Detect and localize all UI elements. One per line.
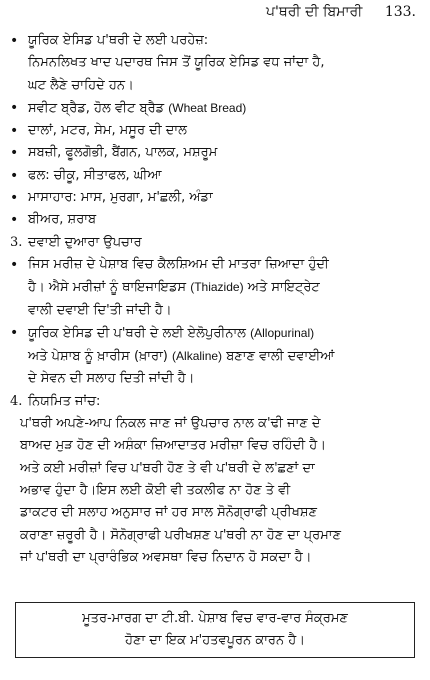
running-title: ਪ'ਥਰੀ ਦੀ ਬਿਮਾਰੀ	[265, 4, 363, 20]
bullet-icon: •	[10, 190, 19, 207]
diet-item-text: ਬੀਅਰ, ਸ਼ਰਾਬ	[28, 212, 97, 228]
paragraph-line: ਪ'ਥਰੀ ਅਪਣੇ-ਆਪ ਨਿਕਲ ਜਾਣ ਜਾਂ ਉਪਚਾਰ ਨਾਲ ਕ'ਢੀ ਜਾਣ ਦੇ	[20, 416, 321, 432]
section-4-body	[10, 413, 418, 569]
note-line: ਮੂਤਰ-ਮਾਰਗ ਦਾ ਟੀ.ਬੀ. ਪੇਸ਼ਾਬ ਵਿਚ ਵਾਰ-ਵਾਰ ਸੰਕ੍ਰਮਣ	[82, 611, 348, 626]
section-3-heading	[10, 232, 418, 254]
diet-item-latin: (Wheat Bread)	[168, 100, 247, 115]
diet-item-text: ਮਾਸਾਹਾਰ: ਮਾਸ, ਮੁਰਗਾ, ਮ'ਛਲੀ, ਅੰਡਾ	[28, 190, 213, 206]
diet-item-pulses	[10, 120, 418, 142]
section-number: 3.	[10, 234, 23, 250]
bullet-icon: •	[10, 256, 19, 273]
page-number: 133.	[384, 4, 416, 20]
page-content	[10, 30, 418, 569]
diet-item-heading: ਯੂਰਿਕ ਏਸਿਡ ਪ'ਥਰੀ ਦੇ ਲਈ ਪਰਹੇਜ਼:	[28, 33, 209, 48]
diet-item-text: ਘਟ ਲੈਣੇ ਚਾਹਿਦੇ ਹਨ।	[28, 77, 134, 93]
paragraph-line	[28, 322, 418, 345]
bullet-icon: •	[10, 167, 19, 184]
text-run: ਹੈ। ਐਸੇ ਮਰੀਜ਼ਾਂ ਨੂੰ ਥਾਇਜਾਇਡਸ	[28, 280, 187, 296]
diet-item-vegetables	[10, 142, 418, 164]
paragraph-line: ਕਰਾਣਾ ਜ਼ਰੂਰੀ ਹੈ। ਸੋਨੋਗ੍ਰਾਫੀ ਪਰੀਖਸ਼ਣ ਪ'ਥਰੀ ਨਾ ਹੋਣ ਦਾ ਪ੍ਰਮਾਣ	[20, 527, 341, 543]
note-line: ਹੋਣਾ ਦਾ ਇਕ ਮ'ਹਤਵਪੂਰਨ ਕਾਰਨ ਹੈ।	[125, 633, 305, 648]
paragraph-line: ਦੇ ਸੇਵਨ ਦੀ ਸਲਾਹ ਦਿਤੀ ਜਾਂਦੀ ਹੈ।	[28, 371, 195, 387]
diet-item-bread	[10, 97, 418, 120]
paragraph-line: ਅਭਾਵ ਹੁੰਦਾ ਹੈ।ਇਸ ਲਈ ਕੋਈ ਵੀ ਤਕਲੀਫ ਨਾ ਹੋਣ ਤੇ ਵੀ	[20, 482, 291, 498]
diet-item-text: ਸਬਜ਼ੀ, ਫੂਲਗੋਭੀ, ਬੈਂਗਨ, ਪਾਲਕ, ਮਸ਼ਰੂਮ	[28, 145, 218, 161]
latin-term: (Thiazide)	[190, 280, 244, 295]
paragraph-line: ਡਾਕਟਰ ਦੀ ਸਲਾਹ ਅਨੁਸਾਰ ਜਾਂ ਹਰ ਸਾਲ ਸੋਨੋਗ੍ਰਾਫੀ ਪ੍ਰੀਖਸ਼ਣ	[20, 505, 317, 521]
note-box	[15, 602, 415, 658]
diet-item-text: ਨਿਮਨਲਿਖਤ ਖਾਦ ਪਦਾਰਥ ਜਿਸ ਤੋਂ ਯੂਰਿਕ ਏਸਿਡ ਵਧ ਜਾਂਦਾ ਹੈ,	[28, 55, 325, 71]
diet-item-non-veg	[10, 187, 418, 209]
text-run: ਬਣਾਣ ਵਾਲੀ ਦਵਾਈਆਂ	[226, 349, 335, 365]
paragraph-line: ਬਾਅਦ ਮੁੜ ਹੋਣ ਦੀ ਅਸ਼ੰਕਾ ਜ਼ਿਆਦਾਤਰ ਮਰੀਜ਼ਾ ਵਿਚ ਰਹਿੰਦੀ ਹੈ।	[20, 438, 327, 454]
bullet-icon: •	[10, 324, 19, 341]
diet-item-text: ਸਵੀਟ ਬ੍ਰੈਡ, ਹੋਲ ਵੀਟ ਬ੍ਰੈਡ	[28, 100, 165, 116]
page-header	[266, 4, 416, 20]
paragraph-line: ਅਤੇ ਕਈ ਮਰੀਜ਼ਾਂ ਵਿਚ ਪ'ਥਰੀ ਹੋਣ ਤੇ ਵੀ ਪ'ਥਰੀ ਦੇ ਲ'ਛਣਾਂ ਦਾ	[20, 460, 315, 476]
paragraph-line: ਜਾਂ ਪ'ਥਰੀ ਦਾ ਪ੍ਰਾਰੰਭਿਕ ਅਵਸਥਾ ਵਿਚ ਨਿਦਾਨ ਹੋ ਸਕਦਾ ਹੈ।	[20, 549, 312, 565]
text-run: ਅਤੇ ਸਾਇਟ੍ਰੇਟ	[247, 280, 320, 296]
bullet-icon: •	[10, 33, 19, 49]
bullet-icon: •	[10, 212, 19, 229]
diet-item-fruits	[10, 165, 418, 187]
diet-item-alcohol	[10, 209, 418, 231]
diet-item-text: ਦਾਲਾਂ, ਮਟਰ, ਸੇਮ, ਮਸੂਰ ਦੀ ਦਾਲ	[28, 123, 187, 139]
section-title: ਦਵਾਈ ਦੁਆਰਾ ਉਪਚਾਰ	[28, 234, 142, 250]
bullet-icon: •	[10, 145, 19, 162]
paragraph-line	[28, 345, 418, 368]
section-number: 4.	[10, 393, 23, 409]
text-run: ਅਤੇ ਪੇਸ਼ਾਬ ਨੂੰ ਖ਼ਾਰੀਸ (ਖ਼ਾਰਾ)	[28, 349, 168, 365]
diet-item-uric-acid	[10, 30, 418, 97]
paragraph-line	[28, 276, 418, 299]
text-run: ਯੂਰਿਕ ਏਸਿਡ ਦੀ ਪ'ਥਰੀ ਦੇ ਲਈ ਏਲੋਪੁਰੀਨਾਲ	[28, 325, 246, 341]
section-title: ਨਿਯਮਿਤ ਜਾਂਚ:	[28, 393, 101, 409]
bullet-icon: •	[10, 99, 19, 116]
section-4-heading	[10, 391, 418, 413]
medication-item-calcium	[10, 254, 418, 322]
diet-item-text: ਫਲ: ਚੀਕੂ, ਸੀਤਾਫਲ, ਘੀਆ	[28, 167, 162, 183]
latin-term: (Alkaline)	[172, 349, 223, 364]
bullet-icon: •	[10, 123, 19, 140]
medication-item-uric-acid	[10, 322, 418, 391]
paragraph-line: ਵਾਲੀ ਦਵਾਈ ਦਿ'ਤੀ ਜਾਂਦੀ ਹੈ।	[28, 302, 172, 318]
paragraph-line: ਜਿਸ ਮਰੀਜ਼ ਦੇ ਪੇਸ਼ਾਬ ਵਿਚ ਕੈਲਸ਼ਿਅਮ ਦੀ ਮਾਤਰਾ ਜ਼ਿਆਦਾ ਹੁੰਦੀ	[28, 256, 329, 272]
latin-term: (Allopurinal)	[250, 325, 315, 340]
